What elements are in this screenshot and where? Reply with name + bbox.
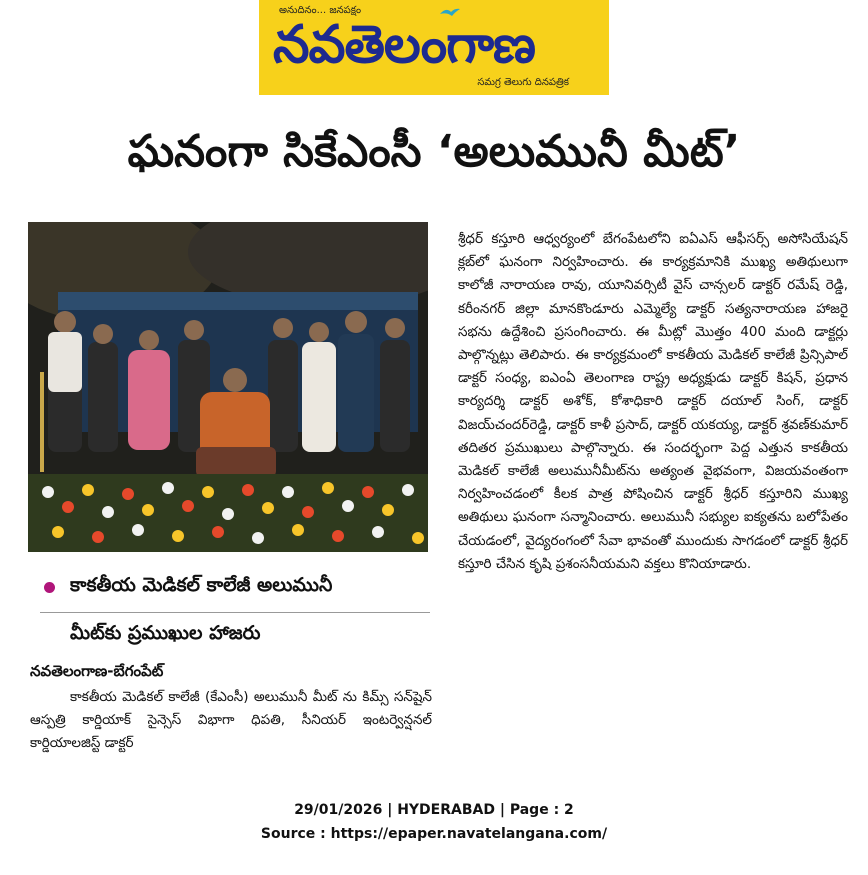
caption-line-2: మీట్‌కు ప్రముఖుల హాజరు (70, 622, 261, 644)
masthead-logo: నవతెలంగాణ (273, 15, 536, 75)
footer-date-page: 29/01/2026 | HYDERABAD | Page : 2 (294, 802, 574, 818)
page-headline: ఘనంగా సికేఎంసీ ‘అలుమునీ మీట్’ (127, 126, 741, 177)
masthead (259, 0, 609, 95)
footer-source: Source : https://epaper.navatelangana.com/ (260, 826, 608, 842)
photo-caption (40, 568, 430, 658)
event-photo-icon (28, 222, 428, 552)
caption-line-1: కాకతీయ మెడికల్ కాలేజీ అలుమునీ (70, 574, 333, 596)
caption-bullet (44, 582, 55, 593)
article-body-left: కాకతీయ మెడికల్ కాలేజీ (కేఎంసీ) అలుమునీ మీట్ ను కిమ్స్ సన్‌షైన్ ఆస్పత్రి కార్డియాక్ సైన్సెస్ విభాగా ధిపతి, సీనియర్ ఇంటర్వెన్షనల్ కార్డియాలజిస్ట్ డాక్టర్ (30, 689, 432, 752)
article-dateline: నవతెలంగాణ-బేగంపేట్ (30, 662, 164, 680)
event-photo (28, 222, 428, 552)
article-body-right: శ్రీధర్ కస్తూరి ఆధ్వర్యంలో బేగంపేటలోని ఐఏఎస్ ఆఫీసర్స్ అసోసియేషన్ క్లబ్‌లో ఘనంగా నిర్వహించారు. ఈ కార్యక్రమానికి ముఖ్య అతిథులుగా కాలోజీ నారాయణ రావు, యూనివర్సిటీ వైస్ చాన్సలర్ డాక్టర్ రమేష్ రెడ్డి, కరీంనగర్ జిల్లా మానకొండూరు ఎమ్మెల్యే డాక్టర్ సత్యనారాయణ హాజరై సభను ఉద్దేశించి ప్రసంగించారు. ఈ మీట్లో మొత్తం 400 మంది డాక్టర్లు పాల్గొన్నట్లు తెలిపారు. ఈ కార్యక్రమంలో కాకతీయ మెడికల్ కాలేజీ ప్రిన్సిపాల్ డాక్టర్ సంధ్య, ఐఎంఏ తెలంగాణ రాష్ట్ర అధ్యక్షుడు డాక్టర్ కిషన్, ప్రధాన కార్యదర్శి డాక్టర్ అశోక్, కోశాధికారి డాక్టర్ దయాల్ సింగ్, డాక్టర్ విజయ్‌చందర్‌రెడ్డి, డాక్టర్ కాళీ ప్రసాద్, డాక్టర్ యకయ్య, డాక్టర్ శ్రవణ్‌కుమార్ తదితర ప్రముఖులు పాల్గొన్నారు. ఈ సందర్భంగా పెద్ద ఎత్తున కాకతీయ మెడికల్ కాలేజీ అలుమునీమీట్‌ను అత్యంత వైభవంగా, విజయవంతంగా నిర్వహించడంలో కీలక పాత్ర పోషించిన డాక్టర్ శ్రీధర్ కస్తూరిని ముఖ్య అతిథులు ఘనంగా సన్మానించారు. అలుమునీ సభ్యుల ఐక్యతను బలోపేతం చేయడంలో, వైద్యరంగంలో సేవా భావంతో ముందుకు సాగడంలో డాక్టర్ శ్రీధర్ కస్తూరి చేసిన కృషి ప్రశంసనీయమని వక్తలు కొనియాడారు. (458, 231, 848, 572)
caption-divider (40, 612, 430, 613)
masthead-tagline-bottom: సమగ్ర తెలుగు దినపత్రిక (477, 77, 569, 88)
masthead-tagline-top: అనుదినం... జనపక్షం (279, 5, 362, 16)
